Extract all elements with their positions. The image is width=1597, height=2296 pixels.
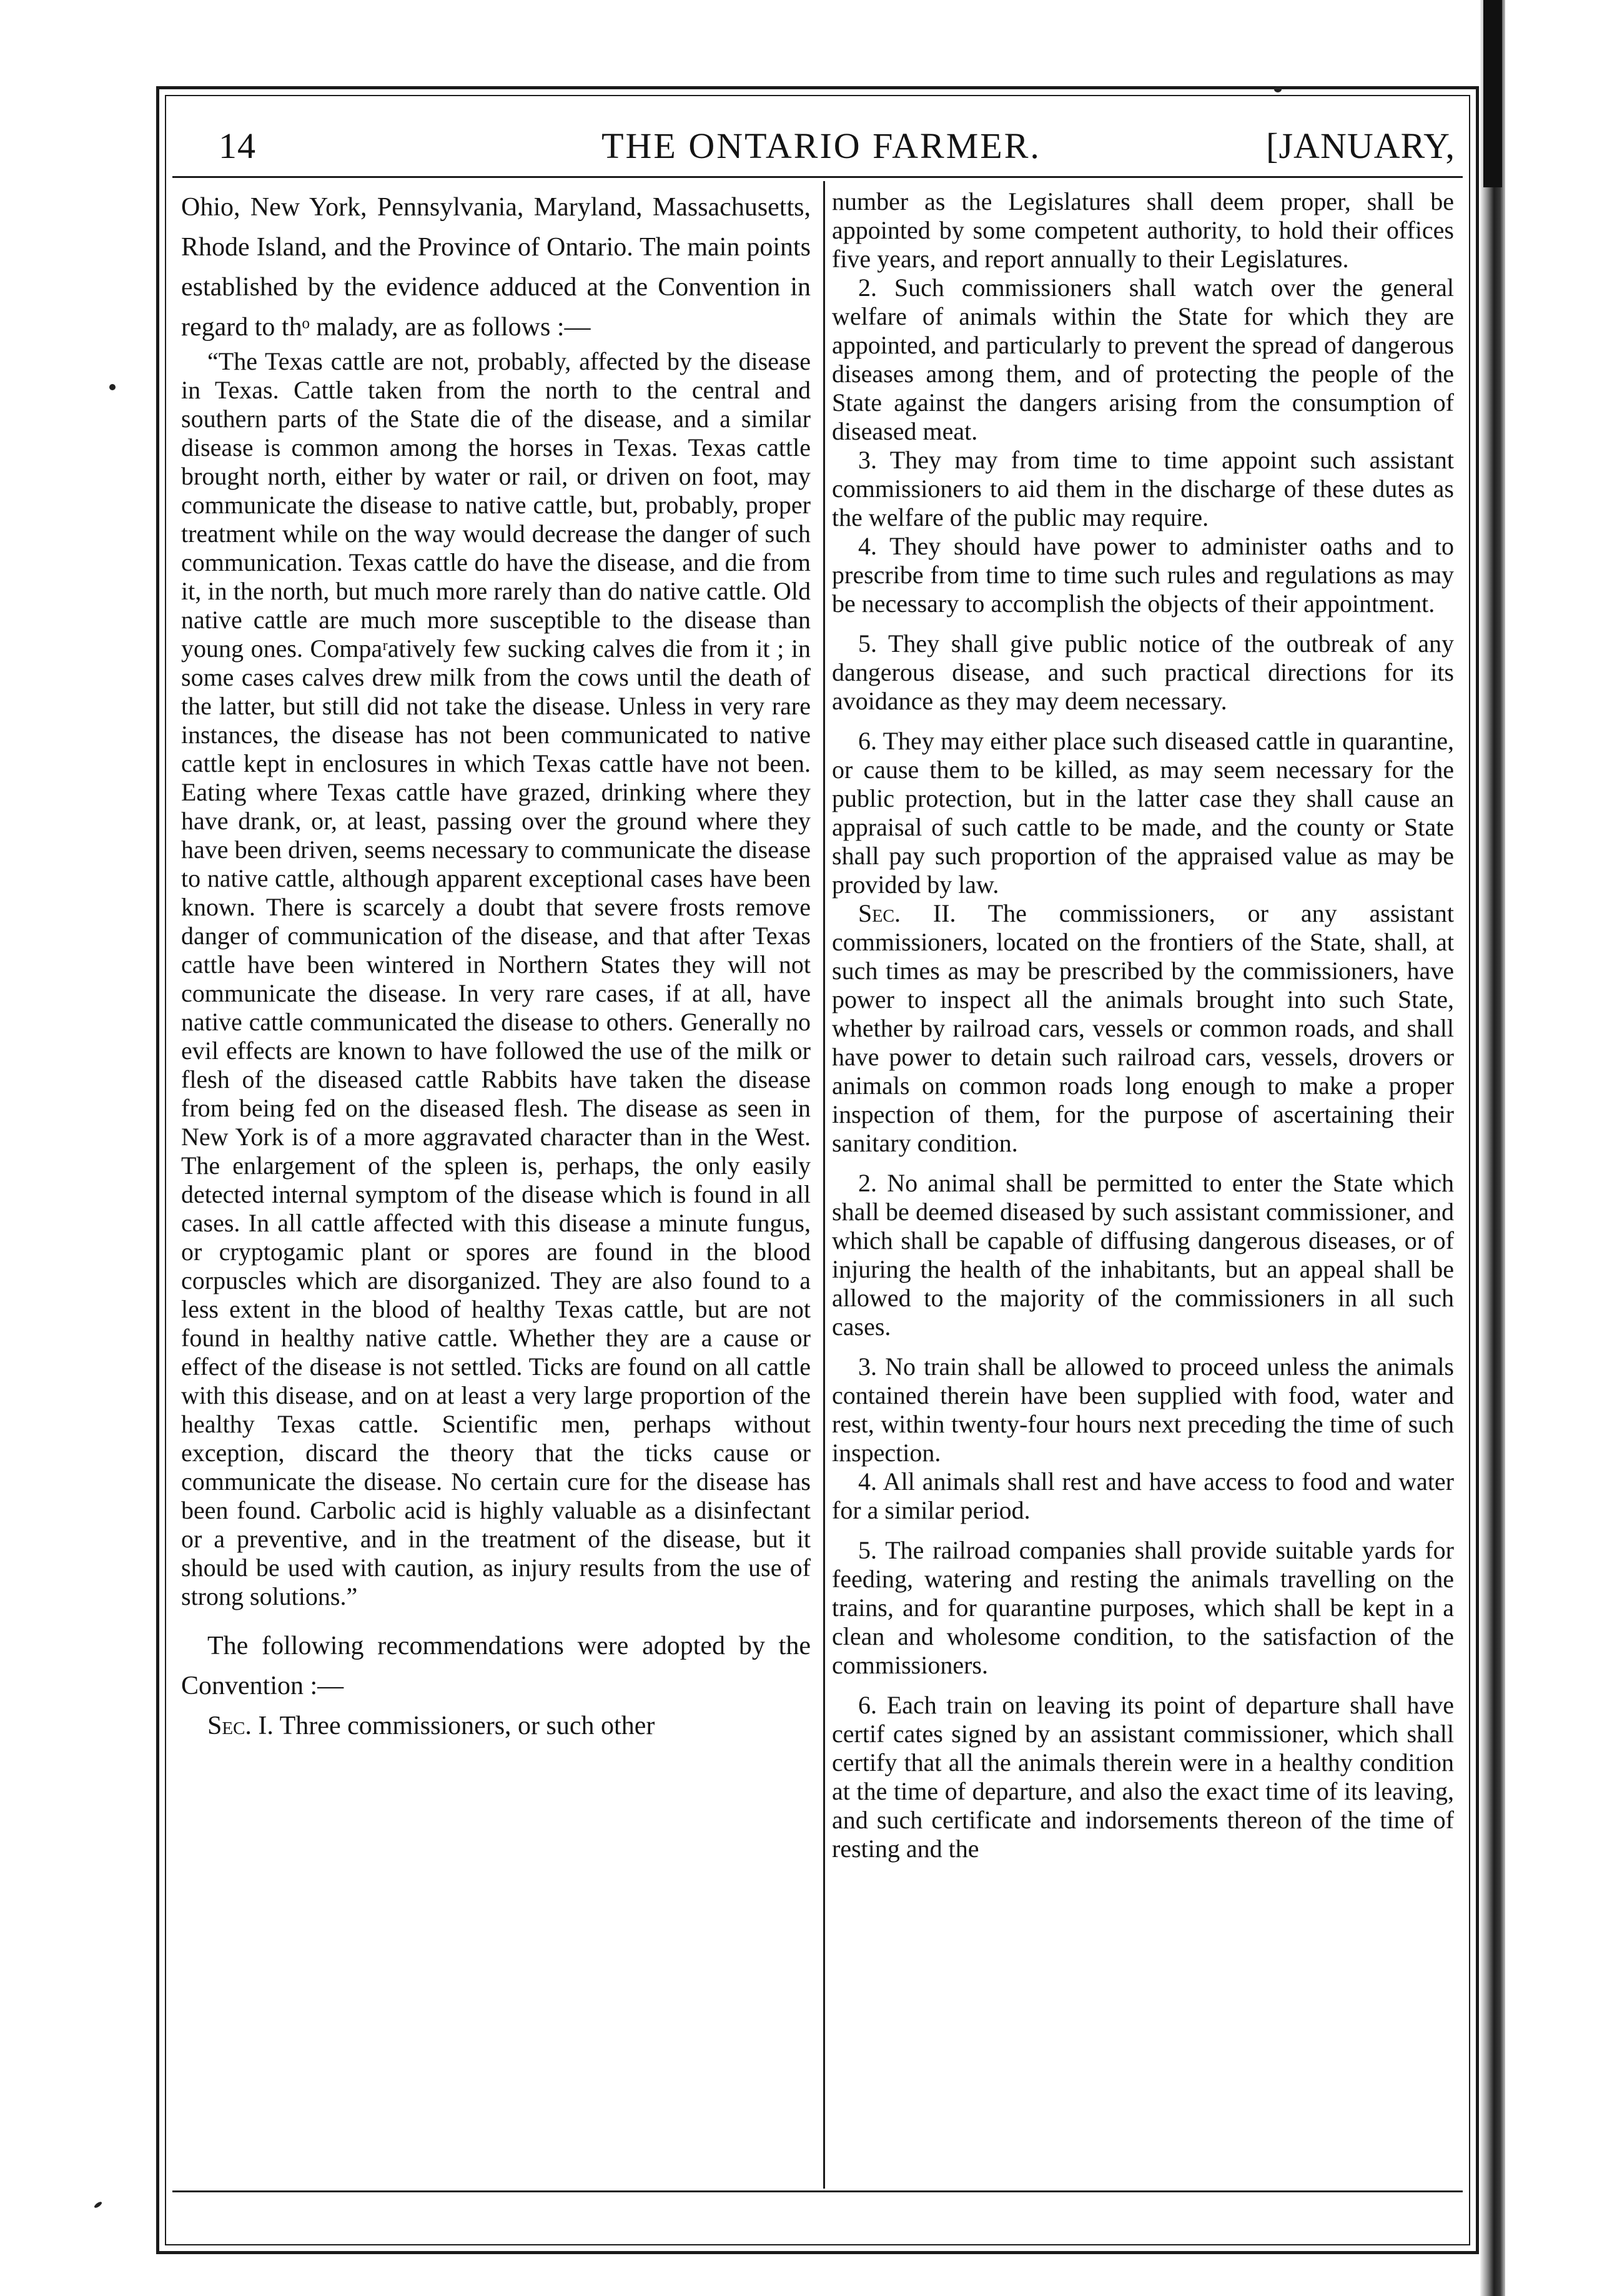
section-two-label: Sec. II. bbox=[858, 899, 956, 927]
intro-paragraph: Ohio, New York, Pennsylvania, Maryland, Massachusetts, Rhode Island, and the Province of Ontario. The main points established by the evidence adduced at the Convention in regard to thᵒ malady, are as follows :— bbox=[181, 193, 811, 342]
section-two-clause-3: 3. No train shall be allowed to proceed unless the animals contained therein have been supplied with food, water and rest, within twenty-four hours next preceding the time of such inspection. bbox=[832, 1352, 1454, 1467]
ink-speck bbox=[94, 2201, 103, 2209]
book-spine-dark-edge bbox=[1483, 0, 1502, 187]
section-two-clause-4: 4. All animals shall rest and have access to food and water for a similar period. bbox=[832, 1467, 1454, 1524]
clause-2: 2. Such commissioners shall watch over the general welfare of animals within the State for which they are appointed, and particularly to prevent the spread of dangerous diseases among them, and of protecting the people of the State against the dangers arising from the consumption of diseased meat. bbox=[832, 273, 1454, 445]
ink-speck bbox=[109, 384, 116, 390]
section-two-clause-5: 5. The railroad companies shall provide suitable yards for feeding, watering and resting the animals travelling on the trains, and for quarantine purposes, which shall be kept in a clean and wholesome condition, to the satisfaction of the commissioners. bbox=[832, 1536, 1454, 1679]
running-title: THE ONTARIO FARMER. bbox=[601, 126, 1041, 166]
page-header bbox=[187, 125, 1455, 175]
clause-5: 5. They shall give public notice of the outbreak of any dangerous disease, and such practical directions for its avoidance as they may deem necessary. bbox=[832, 629, 1454, 715]
section-one-text: Three commissioners, or such other bbox=[279, 1712, 655, 1740]
section-two-text: The commissioners, or any assistant commissioners, located on the frontiers of the State, shall, at such times as may be prescribed by the commissioners, have power to inspect all the animals brought into such State, whether by railroad cars, vessels or common roads, and shall have power to detain such railroad cars, vessels, drovers or animals on common roads long enough to make a proper inspection of them, for the purpose of ascertaining their sanitary condition. bbox=[832, 899, 1454, 1157]
clause-4: 4. They should have power to administer oaths and to prescribe from time to time such rules and regulations as may be necessary to accomplish the objects of their appointment. bbox=[832, 532, 1454, 618]
footer-rule bbox=[172, 2190, 1463, 2192]
convention-findings-quote: “The Texas cattle are not, probably, affected by the disease in Texas. Cattle taken from the north to the central and southern parts of the State die of the disease, and a similar disease is common among the horses in Texas. Texas cattle brought north, either by water or rail, or driven on foot, may communicate the disease to native cattle, but, probably, proper treatment while on the way would decrease the danger of such communication. Texas cattle do have the disease, and die from it, in the north, but much more rarely than do native cattle. Old native cattle are much more susceptible to the disease than young ones. Compaʳatively few sucking calves die from it ; in some cases calves drew milk from the cows until the death of the latter, but still did not take the disease. Unless in very rare instances, the disease has not been communicated to native cattle kept in enclosures in which Texas cattle have not been. Eating where Texas cattle have grazed, drinking where they have drank, or, at least, passing over the ground where they have been driven, seems necessary to communicate the disease to native cattle, although apparent exceptional cases have been known. There is scarcely a doubt that severe frosts remove danger of communication of the disease, and that after Texas cattle have been wintered in Northern States they will not communicate the disease. In very rare cases, if at all, have native cattle communicated the disease to others. Generally no evil effects are known to have followed the use of the milk or flesh of the diseased cattle Rabbits have taken the disease from being fed on the diseased flesh. The disease as seen in New York is of a more aggravated character than in the West. The enlargement of the spleen is, perhaps, the only easily detected internal symptom of the disease which is found in all cases. In all cattle affected with this disease a minute fungus, or cryptogamic plant or spores are found in the blood corpuscles which are disorganized. They are also found to a less extent in the blood of healthy Texas cattle, but are not found in healthy native cattle. Whether they are a cause or effect of the disease is not settled. Ticks are found on all cattle with this disease, and on at least a very large proportion of the healthy Texas cattle. Scientific men, perhaps without exception, discard the theory that the ticks cause or communicate the disease. No certain cure for the disease has been found. Carbolic acid is highly valuable as a disinfectant or a preventive, and in the treatment of the disease, but it should be used with caution, as injury results from the use of strong solutions.” bbox=[181, 347, 811, 1610]
right-column bbox=[832, 187, 1454, 1863]
section-two-clause-6: 6. Each train on leaving its point of departure shall have certif cates signed by an assistant commissioner, which shall certify that all the animals therein were in a healthy condition at the time of departure, and also the exact time of its leaving, and such certificate and indorsements thereon of the time of resting and the bbox=[832, 1691, 1454, 1863]
page-number: 14 bbox=[219, 126, 256, 166]
section-two-paragraph bbox=[832, 899, 1454, 1158]
clause-6: 6. They may either place such diseased cattle in quarantine, or cause them to be killed, as may seem necessary for the public protection, but in the latter case they shall cause an appraisal of such cattle to be made, and the county or State shall pay such proportion of the appraised value as may be provided by law. bbox=[832, 727, 1454, 899]
ink-speck bbox=[1274, 86, 1282, 92]
column-divider bbox=[823, 181, 825, 2189]
book-spine-shadow bbox=[1480, 0, 1505, 2296]
section-one-label: Sec. I. bbox=[207, 1712, 274, 1740]
left-column bbox=[181, 187, 811, 1746]
header-month: [JANUARY, bbox=[1266, 126, 1455, 166]
section-one-paragraph bbox=[181, 1706, 811, 1746]
recommendations-paragraph: The following recommendations were adopted by the Convention :— bbox=[181, 1632, 811, 1700]
clause-3: 3. They may from time to time appoint such assistant commissioners to aid them in the discharge of these dutes as the welfare of the public may require. bbox=[832, 446, 1454, 531]
continued-paragraph: number as the Legislatures shall deem proper, shall be appointed by some competent authority, to hold their offices five years, and report annually to their Legislatures. bbox=[832, 187, 1454, 273]
header-rule bbox=[172, 176, 1463, 178]
section-two-clause-2: 2. No animal shall be permitted to enter the State which shall be deemed diseased by such assistant commissioner, and which shall be capable of diffusing dangerous diseases, or of injuring the health of the inhabitants, but an appeal shall be allowed to the majority of the commissioners in all such cases. bbox=[832, 1169, 1454, 1341]
